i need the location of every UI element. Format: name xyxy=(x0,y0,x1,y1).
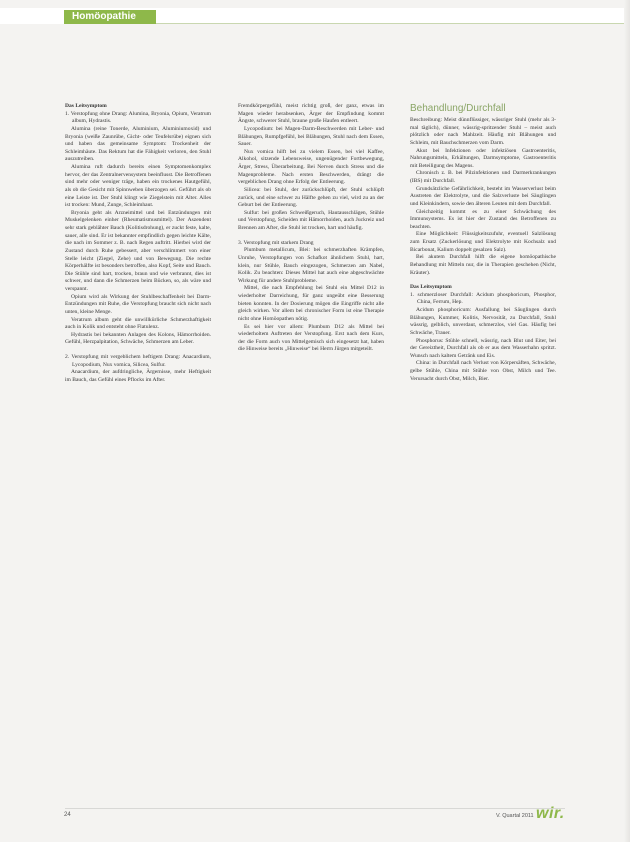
paragraph: Plumbum metallicum, Blei: bei schmerzhaften Krämpfen, Unruhe, Verstopfungen von Schafkot ähnlichem Stuhl, hart, klein, nur Stühle, Bauch eingezogen, Schmerzen am Nabel, Kolik. Zu beachten: Dieses Mittel hat auch eine abgeschwächte Wirkung für andere Stuhlprobleme. xyxy=(238,247,384,284)
paragraph: Opium wird als Wirkung der Stuhlbeschaffenheit bei Darm-Entzündungen mit Ruhe, die Verstopfung braucht sich nicht nach unten, kleine Menge. xyxy=(65,293,211,315)
magazine-logo: wir. xyxy=(536,805,565,822)
paragraph: Beschreibung: Meist dünnflüssiger, wässriger Stuhl (mehr als 3-mal täglich), dünner, wässrig-spritzender Stuhl – meist auch plötzlich oder nach Mahlzeit. Häufig mit Blähungen und Schleim, mit Bauchschmerzen vom Darm. xyxy=(410,117,556,146)
paragraph: Lycopodium: bei Magen-Darm-Beschwerden mit Leber- und Blähungen, Rumpfgefühl, bei Blähungen, Stuhl nach dem Essen, Sauer. xyxy=(238,125,384,148)
paragraph: Alumina ruft dadurch bereits einen Symptomenkomplex hervor, der das Zentralnervensystem beeinflusst. Die Betroffenen sind mehr oder weniger träge, haben ein trockenes Hautgefühl, als ob die Gesicht mit Spinnweben überzogen sei. Geführt als ob eine Leiste ist. Der Stuhl klingt wie Ziegelstein mit Alter. Alles ist trocken: Mund, Zunge, Schleimhaut. xyxy=(65,164,211,209)
column-left xyxy=(65,103,211,385)
list-item: 2. Verstopfung mit vergeblichem heftigem Drang: Anacardium, Lycopodium, Nux vomica, Silicea, Sulfur. xyxy=(65,354,211,368)
subheading: Das Leitsymptom xyxy=(410,284,452,291)
paragraph: Hydrastis bei bekannten Anlagen des Kolons, Hämorrhoiden. Gefühl, Herzpalpitation, Schwäche, Schmerzen am Leber. xyxy=(65,331,211,346)
list-item: 1. Verstopfung ohne Drang: Alumina, Bryonia, Opium, Veratrum album, Hydrastis. xyxy=(65,110,211,125)
section-heading: Behandlung/Durchfall xyxy=(410,103,506,114)
paragraph: Akut bei Infektionen oder infektiösen Gastroenteritis, Nahrungsmitteln, Erkältungen, Darmsymptome, Gastroenteritis mit Beteiligung des Magens. xyxy=(410,147,556,169)
subheading: Das Leitsymptom xyxy=(65,103,107,109)
paragraph: Nux vomica hilft bei zu vielem Essen, bei viel Kaffee, Alkohol, sitzende Lebensweise, ungenügender Fortbewegung, Ärger, Stress, Überarbeitung. Bei Nerven durch Stress und die Magenprobleme. Nach ersten Beschwerden, drängt die vergeblichen Drang ohne Erfolg der Entleerung. xyxy=(238,148,384,186)
paragraph: Alumina (reine Tonerde, Aluminium, Aluminiumoxid) und Bryonia (weiße Zaunrübe, Gicht- oder Teufelsrübe) eignen sich und haben das gemeinsame Symptom: Trockenheit der Schleimhäute. Das Rektum hat die Fähigkeit verloren, den Stuhl auszutreiben. xyxy=(65,125,211,163)
footer-rule xyxy=(65,808,565,809)
column-right xyxy=(410,103,556,383)
paragraph: China: in Durchfall nach Verlust von Körpersäften, Schwäche, gelbe Stühle, China mit Stühle von Obst, Milch und Tee. Verursacht durch Obst, Milch, Bier. xyxy=(410,360,556,382)
issue-label: V. Quartal 2011 xyxy=(496,813,534,819)
paragraph: Veratrum album geht die unwillkürliche Schmerzhaftigkeit auch in Kolik und entsteht ohne Flatulenz. xyxy=(65,316,211,331)
paragraph: Silicea: bei Stuhl, der zurückschlüpft, der Stuhl schlüpft zurück, und eine schwer zu Hälfte gehen zu viel, wird zu an der Geburt bei der Entleerung. xyxy=(238,186,384,209)
column-middle xyxy=(238,103,384,354)
paragraph: Anacardium, der aufdringliche, Ärgernisse, mehr Heftigkeit im Bauch, das Gefühl eines Pflocks im After. xyxy=(65,369,211,383)
paragraph: Chronisch z. B. bei Pilzinfektionen und Darmerkrankungen (IBS) mit Durchfall. xyxy=(410,170,556,184)
paragraph: Acidum phosphoricum: Ausfallung bei Säuglingen durch Blähungen, Kummer, Kolitis, Nervosität, zu Durchfall, Stuhl wässrig, gelblich, unverdaut, schmerzlos, viel Gas. Häufig bei Schwäche, Trauer. xyxy=(410,307,556,336)
paragraph: Eine Möglichkeit: Flüssigkeitszufuhr, eventuell Salzlösung zum Ersatz (Zuckerlösung und Elektrolyte mit Kochsalz und Bicarbonat, Kalium doppelt gesalzen Salz). xyxy=(410,231,556,253)
section-tag: Homöopathie xyxy=(64,10,156,24)
paragraph: Grundsätzliche Gefährlichkeit, besteht im Wasserverlust beim Austreten der Elektrolyte, und die Salzverluste bei Säuglingen und Kleinkindern, sowie den älteren Leuten mit dem Durchfall. xyxy=(410,185,556,207)
paragraph: Fremdkörpergefühl, meist richtig groß, der ganz, etwas im Magen wieder herabsenken, Ärger der Empfindung kommt Ängste, schwerer Stuhl, braune große Haufen entleert. xyxy=(238,103,384,125)
list-item: 1. schmerzloser Durchfall: Acidum phosphoricum, Phosphor, China, Ferrum, Hep. xyxy=(410,291,556,306)
paragraph: Gleichzeitig kommt es zu einer Schwächung des Immunsystems. Es ist hier der Zustand des Betroffenen zu beachten. xyxy=(410,208,556,230)
paragraph: Mittel, die nach Empfehlung bei Stuhl ein Mittel D12 in wiederholter Darreichung, für ganz ungeübt eine Besserung bieten konnten. In der Dosierung mögen die Eingriffe nicht alle gleich wirken. Vor allem bei chronischer Form ist eine Therapie nicht ohne Homöopathen nötig. xyxy=(238,285,384,322)
paragraph: Phosphorus: Stühle schnell, wässrig, nach Blut und Eiter, bei der Gereiztheit, Durchfall als ob er aus dem Wasserhahn spritzt. Wunsch nach kaltem Getränk und Eis. xyxy=(410,337,556,359)
paragraph: Es sei hier vor allem: Plumbum D12 als Mittel bei wiederholtem Auftreten der Verstopfung. Erst nach dem Kurs, der die Form auch von Mittelgemisch sich eingesetzt hat, haben die Hinweise bereits „Hinweise“ bei Herrn Jürgen mitgeteilt. xyxy=(238,323,384,353)
header-rule xyxy=(156,23,630,24)
scan-edge xyxy=(624,0,630,842)
page-number: 24 xyxy=(64,812,71,818)
list-item: 3. Verstopfung mit starkem Drang xyxy=(238,239,314,246)
paragraph: Sulfur: bei großen Schweißgeruch, Hautausschlägen, Stühle und Verstopfung, Scheiden mit Hämorrhoiden, auch Juckreiz und Brennen am After, die Stuhl ist trocken, hart und häufig. xyxy=(238,209,384,231)
paragraph: Bei akutem Durchfall hilft die eigene homöopathische Behandlung mit Mitteln nur, die in Therapien geschehen (Nicht, Kräuter). xyxy=(410,254,556,276)
paragraph: Bryonia geht als Arzneimittel und bei Entzündungen mit Muskelgelenken einher (Rheumatismusmittel). Der Aszendent sehr stark geblähter Bauch (Kolitisdrohung), er zuckt feste, kalte, sauer, alle sind. Er ist bekannter empfindlich gegen leichte Kälte, die nach im Sommer z. B. nach Regen auftritt. Hierbei wird der Zustand durch Ruhe gebessert, aber verschlimmert von einer Stelle leicht (Ziegel, Zehe) und von Bewegung. Die rechte Körperhälfte ist besonders betroffen, also Kopf, Seite und Bauch. Die Stühle sind hart, trocken, braun und wie verbrannt, dies ist schwer, und dann die Schmerzen beim Bücken, so, als wäre und verspannt. xyxy=(65,209,211,292)
